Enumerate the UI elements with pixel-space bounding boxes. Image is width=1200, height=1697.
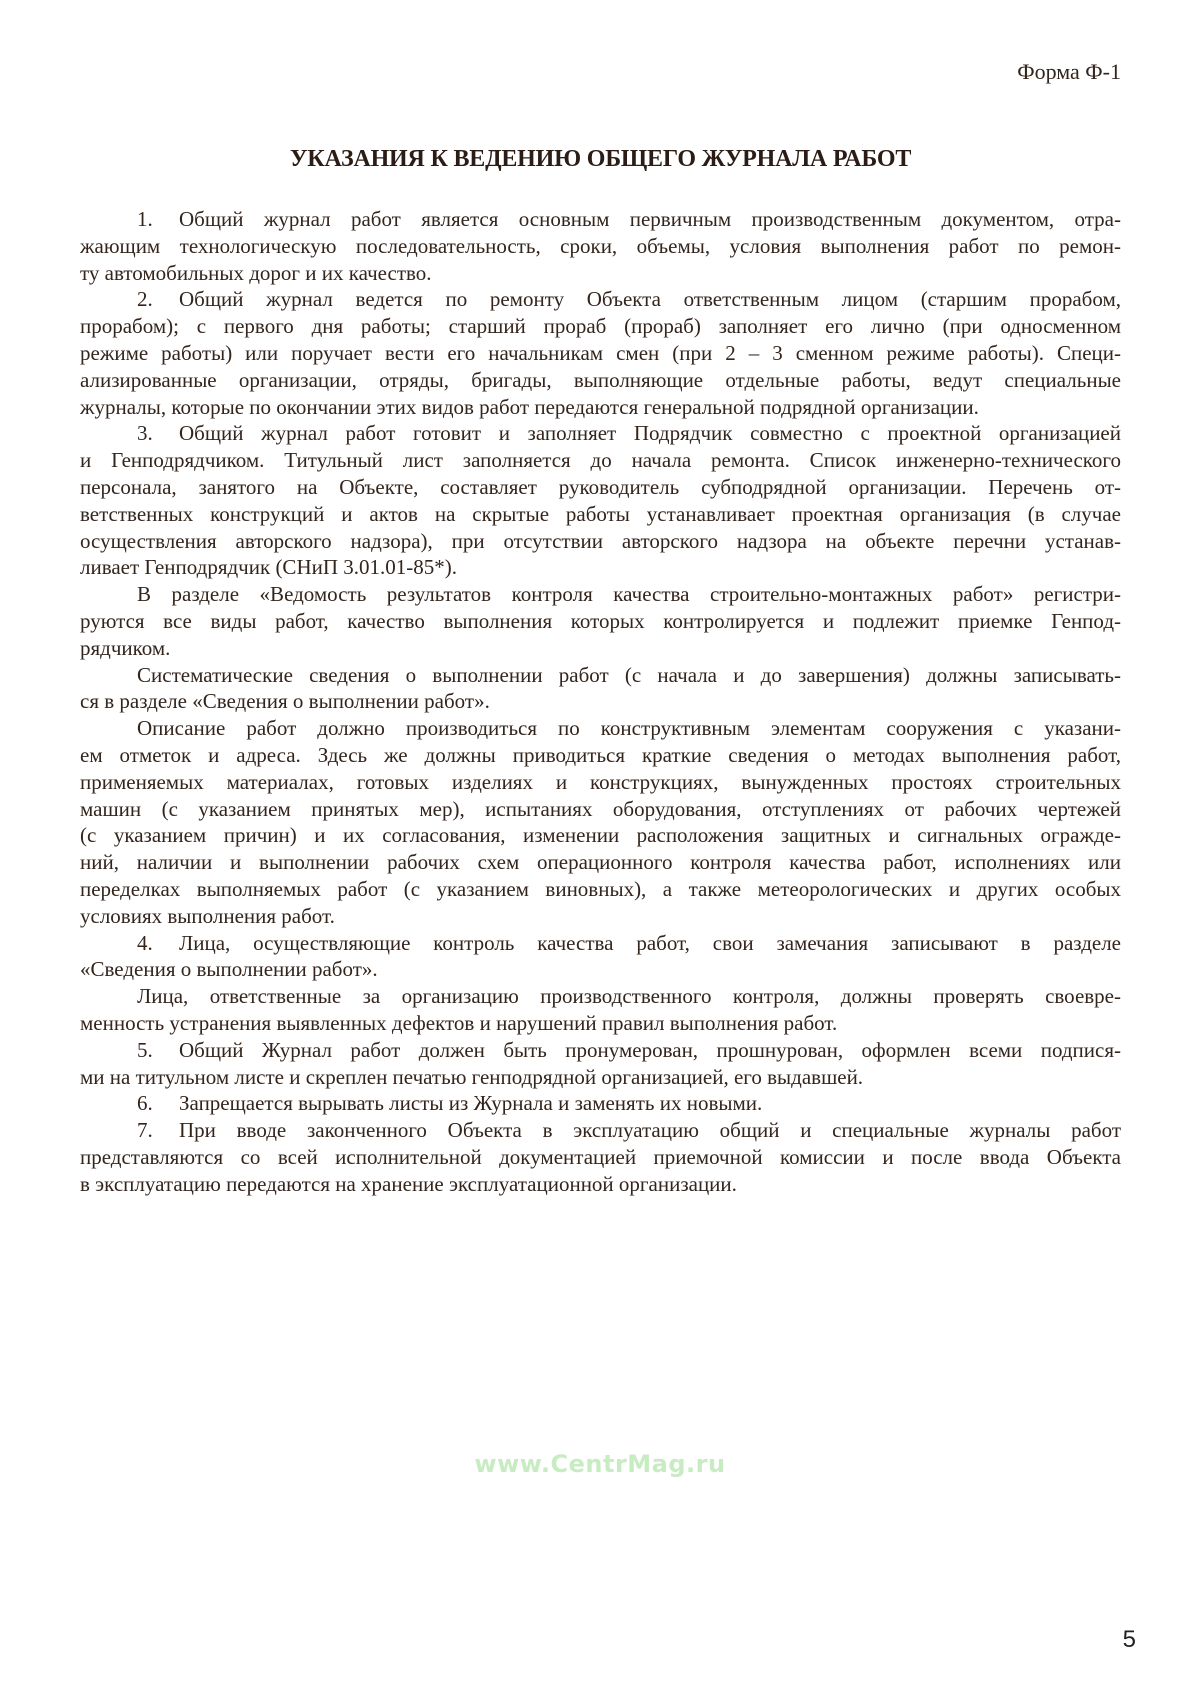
paragraph-number: 6.: [137, 1091, 153, 1116]
text-line: ветственных конструкций и актов на скрытые работы устанавливает проектная организация (в случае: [80, 501, 1121, 526]
page-number: 5: [1122, 1626, 1136, 1653]
text-line: применяемых материалах, готовых изделиях и конструкциях, вынужденных простоях строительных: [80, 769, 1121, 794]
paragraph-number: 5.: [137, 1037, 153, 1062]
text-line: ливает Генподрядчик (СНиП 3.01.01-85*).: [80, 555, 457, 580]
text-line: В разделе «Ведомость результатов контроля качества строительно-монтажных работ» регистри-: [137, 582, 1121, 607]
text-line: журналы, которые по окончании этих видов работ передаются генеральной подрядной организации.: [80, 394, 979, 419]
text-line: 3. Общий журнал работ готовит и заполняет Подрядчик совместно с проектной организацией: [137, 421, 1121, 446]
text-line: ся в разделе «Сведения о выполнении работ».: [80, 689, 490, 714]
text-line: ми на титульном листе и скреплен печатью генподрядной организацией, его выдавшей.: [80, 1064, 864, 1089]
text-line: 5. Общий Журнал работ должен быть пронумерован, прошнурован, оформлен всеми подпися-: [137, 1037, 1121, 1062]
text-line: рядчиком.: [80, 635, 171, 660]
text-line: (с указанием причин) и их согласования, изменении расположения защитных и сигнальных огражде-: [80, 823, 1121, 848]
text-line: машин (с указанием принятых мер), испытаниях оборудования, отступлениях от рабочих чертежей: [80, 796, 1121, 821]
text-line: менность устранения выявленных дефектов и нарушений правил выполнения работ.: [80, 1010, 838, 1035]
text-line: 2. Общий журнал ведется по ремонту Объекта ответственным лицом (старшим прорабом,: [137, 287, 1121, 312]
text-line: 7. При вводе законченного Объекта в эксплуатацию общий и специальные журналы работ: [137, 1118, 1121, 1143]
paragraph-number: 2.: [137, 287, 153, 312]
form-label: Форма Ф-1: [1017, 59, 1121, 84]
paragraph-number: 7.: [137, 1118, 153, 1143]
text-line: режиме работы) или поручает вести его начальникам смен (при 2 – 3 сменном режиме работы). Специ-: [80, 340, 1121, 365]
text-line: и Генподрядчиком. Титульный лист заполняется до начала ремонта. Список инженерно-технического: [80, 448, 1121, 473]
text-line: ализированные организации, отряды, бригады, выполняющие отдельные работы, ведут специальные: [80, 367, 1121, 392]
text-line: представляются со всей исполнительной документацией приемочной комиссии и после ввода Объекта: [80, 1144, 1121, 1169]
text-line: 1. Общий журнал работ является основным первичным производственным документом, отра-: [137, 207, 1121, 231]
text-line: руются все виды работ, качество выполнения которых контролируется и подлежит приемке Генпод-: [80, 608, 1121, 633]
text-line: 4. Лица, осуществляющие контроль качества работ, свои замечания записывают в разделе: [137, 930, 1121, 955]
paragraph-number: 4.: [137, 930, 153, 955]
text-line: ем отметок и адреса. Здесь же должны приводиться краткие сведения о методах выполнения работ,: [80, 742, 1121, 767]
paragraph-number: 3.: [137, 421, 153, 446]
text-line: условиях выполнения работ.: [80, 903, 335, 928]
text-line: жающим технологическую последовательность, сроки, объемы, условия выполнения работ по ремон-: [80, 233, 1121, 258]
text-line: Лица, ответственные за организацию производственного контроля, должны проверять своевре-: [137, 984, 1121, 1009]
paragraph-number: 1.: [137, 207, 153, 231]
text-line: переделках выполняемых работ (с указанием виновных), а также метеорологических и других особых: [80, 876, 1121, 901]
page-title: УКАЗАНИЯ К ВЕДЕНИЮ ОБЩЕГО ЖУРНАЛА РАБОТ: [289, 146, 912, 172]
text-line: персонала, занятого на Объекте, составляет руководитель субподрядной организации. Перечень от-: [80, 474, 1121, 499]
text-line: прорабом); с первого дня работы; старший прораб (прораб) заполняет его лично (при односменном: [80, 314, 1121, 339]
document-body: [80, 206, 1121, 1197]
watermark: www.CentrMag.ru: [474, 1450, 726, 1478]
text-line: 6. Запрещается вырывать листы из Журнала и заменять их новыми.: [137, 1091, 763, 1116]
text-line: ний, наличии и выполнении рабочих схем операционного контроля качества работ, исполнениях или: [80, 850, 1121, 875]
text-line: в эксплуатацию передаются на хранение эксплуатационной организации.: [80, 1171, 737, 1196]
text-line: Описание работ должно производиться по конструктивным элементам сооружения с указани-: [137, 716, 1121, 741]
text-line: «Сведения о выполнении работ».: [80, 957, 378, 982]
text-line: Систематические сведения о выполнении работ (с начала и до завершения) должны записывать-: [137, 662, 1121, 687]
text-line: ту автомобильных дорог и их качество.: [80, 260, 432, 285]
text-line: осуществления авторского надзора), при отсутствии авторского надзора на объекте перечни устанав-: [80, 528, 1121, 553]
